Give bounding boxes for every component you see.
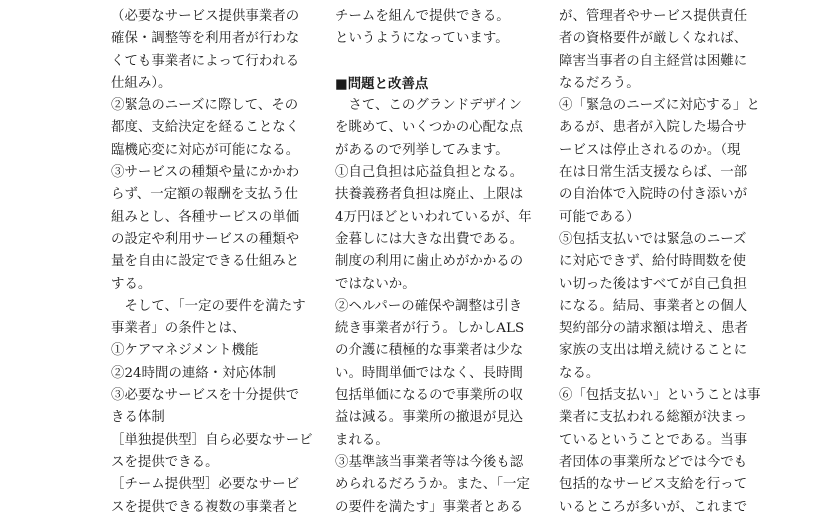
text-line: スを提供できる。	[111, 454, 219, 470]
text-line: チームを組んで提供できる。	[335, 9, 510, 24]
text-column-2	[335, 6, 535, 519]
text-line: 金暮しには大きな出費である。	[335, 231, 524, 247]
text-line: に対応できず、給付時間数を使	[559, 254, 747, 270]
text-line: 制度の利用に歯止めがかかるの	[335, 254, 524, 270]
text-line: らず、一定額の報酬を支払う仕	[111, 187, 299, 203]
text-line: 障害当事者の自主経営は困難に	[559, 53, 748, 69]
text-line: 続き事業者が行う。しかしALS	[335, 321, 525, 337]
text-line: ているということである。当事	[559, 432, 748, 448]
text-line: ［単独提供型］自ら必要なサービ	[111, 432, 313, 448]
text-line: さて、このグランドデザイン	[335, 98, 522, 114]
text-line: の介護に積極的な事業者は少な	[335, 343, 524, 359]
text-line: 在は日常生活支援ならば、一部	[559, 165, 748, 181]
text-line: ②ヘルパーの確保や調整は引き	[335, 298, 523, 314]
text-line: 者の資格要件が厳しくなれば、	[559, 31, 748, 47]
text-line: ［チーム提供型］必要なサービ	[111, 477, 300, 493]
text-line: （必要なサービス提供事業者の	[111, 9, 300, 24]
text-line: なる。	[559, 365, 600, 381]
text-line: 扶養義務者負担は廃止、上限は	[335, 187, 524, 203]
text-line: が、管理者やサービス提供責任	[559, 9, 748, 24]
text-line: の設定や利用サービスの種類や	[111, 231, 300, 247]
text-line: ③必要なサービスを十分提供で	[111, 388, 300, 404]
text-line: 仕組み）。	[111, 75, 172, 91]
text-line: ではないか。	[335, 276, 416, 292]
text-line: の要件を満たす」事業者とある	[335, 499, 524, 515]
text-line: 家族の支出は増え続けることに	[559, 343, 748, 359]
text-line: そして、「一定の要件を満たす	[111, 298, 306, 314]
text-line: ①自己負担は応益負担となる。	[335, 165, 524, 181]
text-line: があるので列挙してみます。	[335, 142, 509, 158]
text-line: 包括単価になるので事業所の収	[335, 388, 524, 404]
text-line: 組みとし、各種サービスの単価	[111, 209, 300, 225]
text-line: 確保・調整等を利用者が行わな	[111, 31, 300, 47]
text-line: ①ケアマネジメント機能	[111, 343, 259, 359]
text-line: 契約部分の請求額は増え、患者	[559, 321, 748, 337]
text-line: ービスは停止されるのか。（現	[559, 142, 741, 158]
text-line: 者団体の事業所などでは今でも	[559, 454, 748, 470]
text-line	[335, 51, 535, 73]
text-line: を眺めて、いくつかの心配な点	[335, 120, 523, 136]
text-line: まれる。	[335, 432, 389, 448]
text-line: 4万円ほどといわれているが、年	[335, 209, 532, 225]
text-line: なるだろう。	[559, 75, 640, 91]
text-line: というようになっています。	[335, 31, 509, 47]
text-line: くても事業者によって行われる	[111, 53, 300, 69]
text-line: 益は減る。事業所の撤退が見込	[335, 410, 524, 426]
text-line: ③サービスの種類や量にかかわ	[111, 165, 300, 181]
text-line: ⑥「包括支払い」ということは事	[559, 388, 761, 404]
section-heading: ■問題と改善点	[335, 75, 429, 92]
text-line: あるが、患者が入院した場合サ	[559, 120, 748, 136]
text-line: 包括的なサービス支給を行って	[559, 477, 748, 493]
text-line: の自治体で入院時の付き添いが	[559, 187, 748, 203]
text-line: する。	[111, 276, 152, 292]
text-line: 可能である）	[559, 209, 640, 225]
text-line: 事業者」の条件とは、	[111, 321, 246, 337]
text-line: になる。結局、事業者との個人	[559, 298, 748, 314]
text-line: ③基準該当事業者等は今後も認	[335, 454, 524, 470]
text-line: ②緊急のニーズに際して、その	[111, 98, 299, 114]
text-line: 都度、支給決定を経ることなく	[111, 120, 300, 136]
text-line: スを提供できる複数の事業者と	[111, 499, 300, 515]
text-line: められるだろうか。また、「一定	[335, 477, 530, 493]
text-line: ⑤包括支払いでは緊急のニーズ	[559, 231, 747, 247]
text-line: 業者に支払われる総額が決まっ	[559, 410, 748, 426]
text-line: きる体制	[111, 410, 165, 426]
text-line: ②24時間の連絡・対応体制	[111, 365, 276, 381]
text-line: ④「緊急のニーズに対応する」と	[559, 98, 760, 114]
text-line: 量を自由に設定できる仕組みと	[111, 254, 300, 270]
text-line: いるところが多いが、これまで	[559, 499, 748, 515]
text-column-1	[111, 6, 311, 519]
text-line: 臨機応変に対応が可能になる。	[111, 142, 300, 158]
text-column-3	[559, 6, 759, 519]
text-line: い。時間単価ではなく、長時間	[335, 365, 523, 381]
text-line: い切った後はすべてが自己負担	[559, 276, 747, 292]
